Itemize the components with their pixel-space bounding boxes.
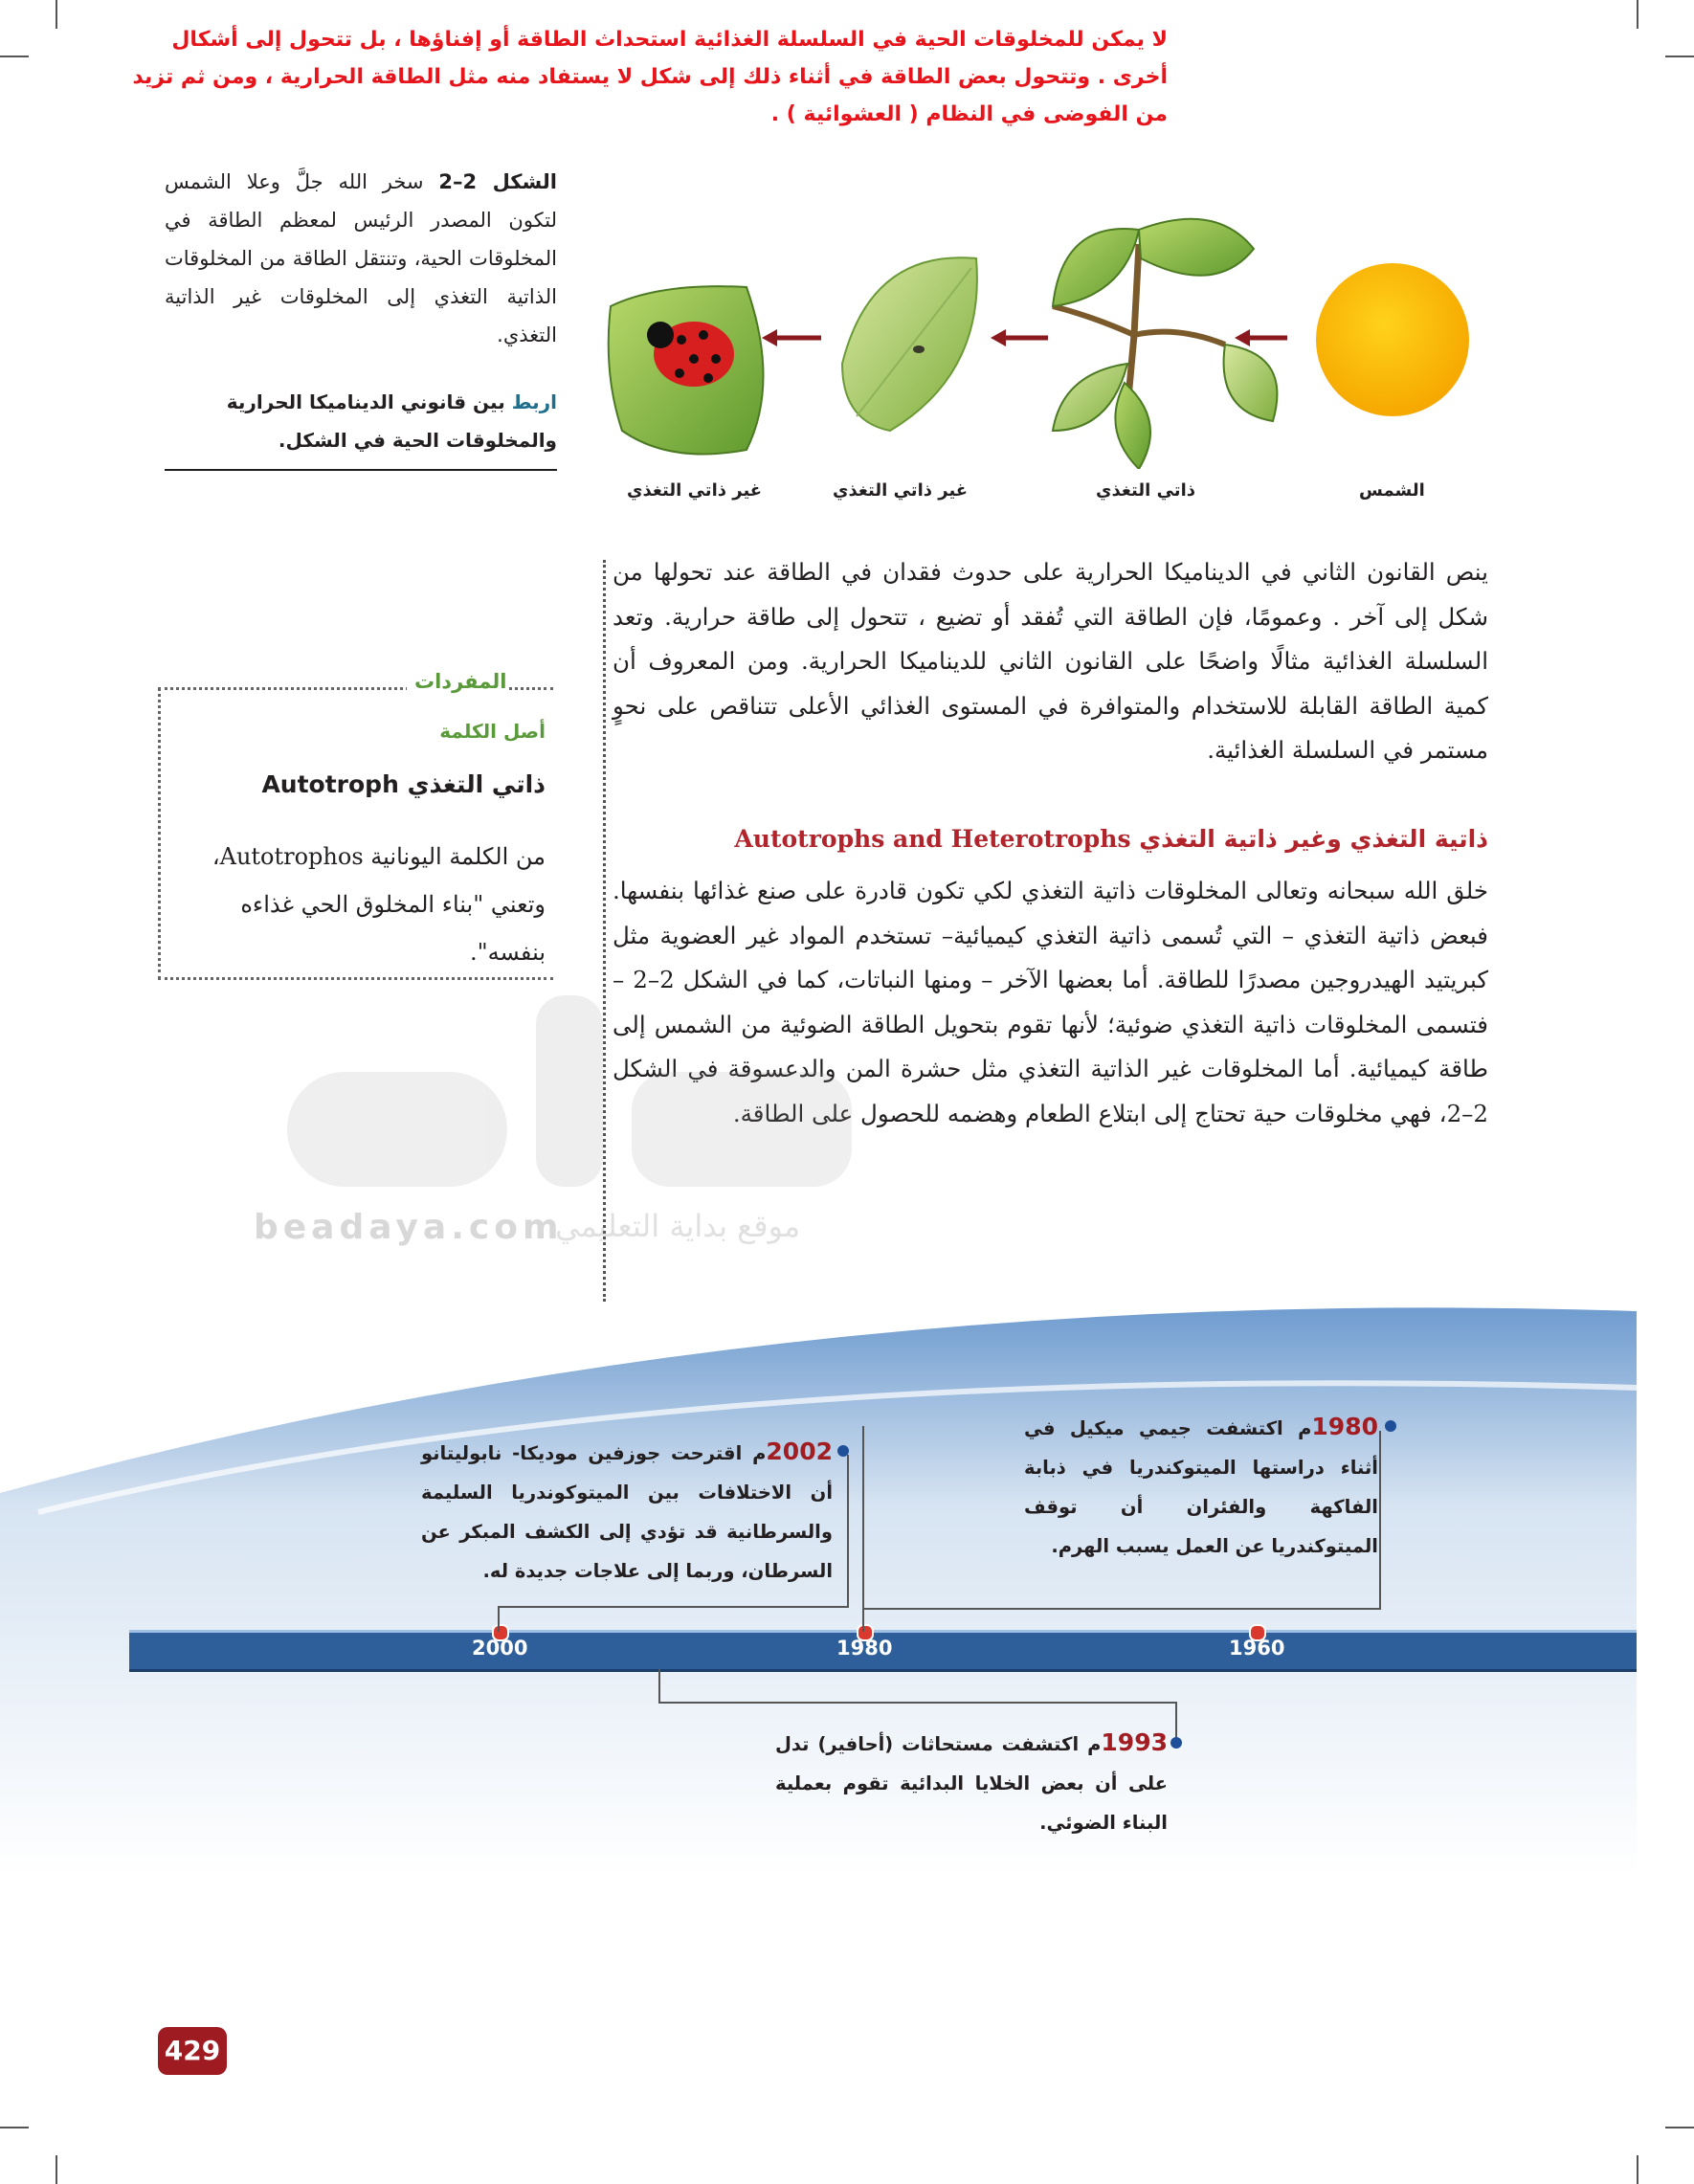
connect-tag: اربط — [511, 390, 557, 413]
connect-prompt — [165, 383, 557, 459]
crop-mark — [1665, 2127, 1694, 2128]
timeline-event-1980 — [1024, 1407, 1378, 1566]
paragraph-autotrophs: خلق الله سبحانه وتعالى المخلوقات ذاتية التغذي لكي تكون قادرة على صنع غذائها بنفسها. فبعض ذاتية التغذي – التي تُسمى ذاتية التغذي كيميائية– تستخدم المواد غير العضوية مثل كبريتيد الهيدروجين مصدرًا للطاقة. أما بعضها الآخر – ومنها النباتات، كما في الشكل 2–2 –فتسمى المخلوقات ذاتية التغذي ضوئية؛ لأنها تقوم بتحويل الطاقة الضوئية من الشمس إلى طاقة كيميائية. أما المخلوقات غير الذاتية التغذي مثل حشرة المن والدعسوقة في الشكل 2–2، فهي مخلوقات حية تحتاج إلى ابتلاع الطعام وهضمه للحصول على الطاقة. — [613, 877, 1488, 1127]
tick-label-1980: 1980 — [836, 1637, 893, 1660]
timeline-event-1993 — [775, 1723, 1168, 1842]
vocabulary-title: المفردات — [407, 670, 506, 693]
event-year: 1993 — [1101, 1728, 1168, 1756]
section-heading-en: Autotrophs and Heterotrophs — [734, 825, 1131, 853]
connector-2002-h — [498, 1606, 847, 1608]
connector-2002-v — [847, 1455, 849, 1608]
connector-1993-h — [658, 1702, 1175, 1704]
figure-caption — [165, 163, 557, 354]
section-heading — [613, 825, 1488, 853]
crop-mark — [56, 0, 57, 29]
tick-label-1960: 1960 — [1229, 1637, 1285, 1660]
label-autotroph: ذاتي التغذي — [1096, 480, 1195, 501]
label-heterotroph-ladybug: غير ذاتي التغذي — [627, 480, 763, 501]
figure-caption-label: الشكل 2–2 — [438, 170, 557, 193]
event-text: م اكتشفت جيمي ميكيل في أثناء دراستها الميتوكندريا في ذبابة الفاكهة والفئران أن توقف الميتوكندريا عن العمل يسبب الهرم. — [1024, 1417, 1378, 1557]
caption-rule — [165, 469, 557, 471]
crop-mark — [56, 2155, 57, 2184]
bullet-dot-icon — [837, 1445, 849, 1457]
plant-icon — [1053, 219, 1277, 469]
aphid-leaf-icon — [842, 257, 977, 431]
crop-mark — [1637, 0, 1638, 29]
crop-mark — [0, 56, 29, 57]
watermark-site: موقع بداية التعليمي — [555, 1208, 801, 1244]
food-chain-figure — [603, 191, 1503, 469]
arrow-left-icon — [762, 329, 821, 346]
ladybug-leaf-icon — [609, 286, 764, 454]
arrow-left-icon — [991, 329, 1048, 346]
tick-label-2000: 2000 — [472, 1637, 528, 1660]
event-year: 2002 — [766, 1437, 833, 1465]
crop-mark — [1665, 56, 1694, 57]
bullet-dot-icon — [1385, 1420, 1396, 1432]
label-sun: الشمس — [1359, 480, 1425, 501]
timeline-event-2002 — [421, 1432, 833, 1591]
label-heterotroph-aphid: غير ذاتي التغذي — [833, 480, 969, 501]
watermark-logo — [278, 957, 890, 1206]
event-text: م اقترحت جوزفين موديكا- نابوليتانو أن الاختلافات بين الميتوكوندريا السليمة والسرطانية قد تؤدي إلى الكشف المبكر عن السرطان، وربما إلى علاجات جديدة له. — [421, 1442, 833, 1582]
sun-icon — [1316, 263, 1469, 416]
connector-1980 — [862, 1426, 864, 1632]
arrow-left-icon — [1235, 329, 1287, 346]
paragraph-second-law: ينص القانون الثاني في الديناميكا الحرارية على حدوث فقدان في الطاقة عند تحولها من شكل إلى آخر . وعمومًا، فإن الطاقة التي تُفقد أو تضيع ، تتحول إلى طاقة حرارية. وتعد السلسلة الغذائية مثالًا واضحًا على القانون الثاني للديناميكا الحرارية. ومن المعروف أن كمية الطاقة القابلة للاستخدام والمتوافرة في المستوى الغذائي الأعلى تتناقص على نحوٍ مستمر في السلسلة الغذائية. — [613, 558, 1488, 764]
word-origin-label: أصل الكلمة — [439, 720, 546, 743]
crop-mark — [0, 2127, 29, 2128]
section-heading-ar: ذاتية التغذي وغير ذاتية التغذي — [1139, 825, 1488, 853]
connector-2002 — [498, 1606, 500, 1632]
event-text: م اكتشفت مستحاثات (أحافير) تدل على أن بعض الخلايا البدائية تقوم بعملية البناء الضوئي. — [775, 1733, 1168, 1834]
crop-mark — [1637, 2155, 1638, 2184]
connect-text: بين قانوني الديناميكا الحرارية والمخلوقات الحية في الشكل. — [226, 390, 557, 452]
vocabulary-definition: من الكلمة اليونانية Autotrophos، وتعني "بناء المخلوق الحي غذاءه بنفسه". — [212, 843, 546, 966]
watermark-url: beadaya.com — [254, 1208, 564, 1247]
event-year: 1980 — [1311, 1413, 1378, 1440]
connector-1993 — [658, 1669, 660, 1703]
aphid-icon — [913, 345, 925, 353]
page-number: 429 — [158, 2027, 227, 2075]
connector-1980-v — [1379, 1431, 1381, 1610]
connector-1980-h — [862, 1608, 1379, 1610]
vocabulary-term: ذاتي التغذي Autotroph — [261, 770, 546, 798]
figure-caption-text: سخر الله جلَّ وعلا الشمس لتكون المصدر الرئيس لمعظم الطاقة في المخلوقات الحية، وتنتقل الطاقة من المخلوقات الذاتية التغذي إلى المخلوقات غير الذاتية التغذي. — [165, 170, 557, 346]
red-note: لا يمكن للمخلوقات الحية في السلسلة الغذائية استحداث الطاقة أو إفناؤها ، بل تتحول إلى أشكال أخرى . وتتحول بعض الطاقة في أثناء ذلك إلى شكل لا يستفاد منه مثل الطاقة الحرارية ، ومن ثم تزيد من الفوضى في النظام ( العشوائية ) . — [132, 28, 1168, 126]
bullet-dot-icon — [1170, 1737, 1182, 1749]
